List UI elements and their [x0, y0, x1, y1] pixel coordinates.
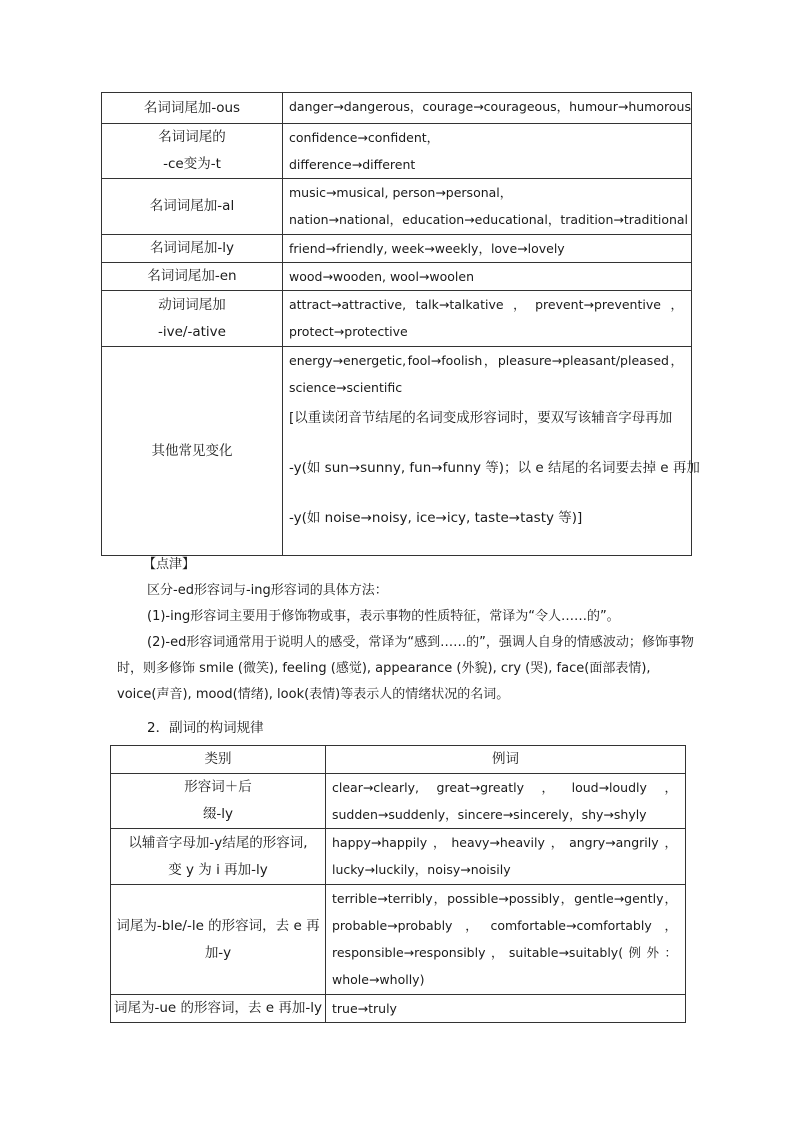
example-cell: wood→wooden, wool→woolen — [283, 263, 692, 291]
example-cell: true→truly — [326, 995, 686, 1023]
tip-paragraph: (2)-ed形容词通常用于说明人的感受，常译为“感到……的”，强调人自身的情感波动；修饰事物时，则多修饰 smile (微笑), feeling (感觉), appearance (外貌), cry (哭), face(面部表情), voice(声音), mood(情绪), look(表情)等表示人的情绪状况的名词。 — [117, 635, 694, 702]
category-cell: 动词词尾加 -ive/-ative — [102, 291, 283, 347]
table-row — [111, 885, 686, 995]
example-cell: music→musical, person→personal， nation→national，education→educational，tradition→traditional — [283, 179, 692, 235]
table-row — [111, 829, 686, 885]
example-line: attract→attractive, talk→talkative ， prevent→preventive ， — [289, 297, 683, 312]
example-line: responsible→responsibly ， suitable→suitably( 例 外 ： — [332, 945, 677, 960]
section-title: 2．副词的构词规律 — [147, 720, 264, 736]
category-cell: 名词词尾加-en — [102, 263, 283, 291]
table-row — [111, 774, 686, 829]
example-line: clear→clearly, great→greatly ， loud→loudly ， — [332, 780, 677, 795]
example-cell: happy→happily ， heavy→heavily ， angry→angrily ， lucky→luckily，noisy→noisily — [326, 829, 686, 885]
example-cell: friend→friendly, week→weekly，love→lovely — [283, 235, 692, 263]
example-cell: danger→dangerous，courage→courageous，humour→humorous — [283, 93, 692, 124]
example-cell: energy→energetic, fool→foolish ， pleasure→pleasant/pleased ， science→scientific [以重读闭音节结尾的名词变成形容词时，要双写该辅音字母再加 -y(如 sun→sunny, fun→funny 等)；以 e 结尾的名词要去掉 e 再加 -y(如 noise→noisy, ice→icy, taste→tasty 等)] — [283, 347, 692, 556]
adverb-formation-table — [110, 745, 686, 1023]
table-row — [102, 93, 692, 124]
table-row — [102, 179, 692, 235]
example-cell: confidence→confident， difference→different — [283, 124, 692, 179]
example-cell: clear→clearly, great→greatly ， loud→loudly ， sudden→suddenly，sincere→sincerely，shy→shyly — [326, 774, 686, 829]
example-line: terrible→terribly ， possible→possibly ， gentle→gently ， — [332, 891, 677, 906]
adjective-formation-table — [101, 92, 700, 556]
table-header-row — [111, 746, 686, 774]
category-cell: 其他常见变化 — [102, 347, 283, 556]
column-header: 类别 — [111, 746, 326, 774]
category-cell: 名词词尾加-ly — [102, 235, 283, 263]
tip-heading: 【点津】 — [143, 557, 196, 572]
tip-intro: 区分-ed形容词与-ing形容词的具体方法： — [147, 583, 388, 598]
example-cell: attract→attractive, talk→talkative ， prevent→preventive ， protect→protective — [283, 291, 692, 347]
category-cell: 形容词＋后 缀-ly — [111, 774, 326, 829]
example-cell: terrible→terribly ， possible→possibly ， gentle→gently ， probable→probably ， comfortable→comfortably ， responsible→responsibly ， suitable→suitably( 例 外 ： whole→wholly) — [326, 885, 686, 995]
example-line: happy→happily ， heavy→heavily ， angry→angrily ， — [332, 835, 677, 850]
example-line: probable→probably ， comfortable→comfortably ， — [332, 918, 677, 933]
table-row — [111, 995, 686, 1023]
example-line: energy→energetic, fool→foolish ， pleasure→pleasant/pleased ， — [289, 353, 683, 368]
column-header: 例词 — [326, 746, 686, 774]
category-cell: 名词词尾的 -ce变为-t — [102, 124, 283, 179]
table-row — [102, 347, 692, 556]
category-cell: 以辅音字母加-y结尾的形容词, 变 y 为 i 再加-ly — [111, 829, 326, 885]
category-cell: 名词词尾加-ous — [102, 93, 283, 124]
note-text: [以重读闭音节结尾的名词变成形容词时，要双写该辅音字母再加 -y(如 sun→sunny, fun→funny 等)；以 e 结尾的名词要去掉 e 再加 -y(如 noise→noisy, ice→icy, taste→tasty 等)] — [289, 410, 700, 526]
table-row — [102, 291, 692, 347]
table-row — [102, 235, 692, 263]
category-cell: 词尾为-ble/-le 的形容词，去 e 再 加-y — [111, 885, 326, 995]
tip-paragraph: (1)-ing形容词主要用于修饰物或事，表示事物的性质特征，常译为“令人……的”。 — [147, 609, 620, 624]
table-row — [102, 124, 692, 179]
table-row — [102, 263, 692, 291]
tip-section — [117, 552, 697, 708]
category-cell: 词尾为-ue 的形容词，去 e 再加-ly — [111, 995, 326, 1023]
category-cell: 名词词尾加-al — [102, 179, 283, 235]
